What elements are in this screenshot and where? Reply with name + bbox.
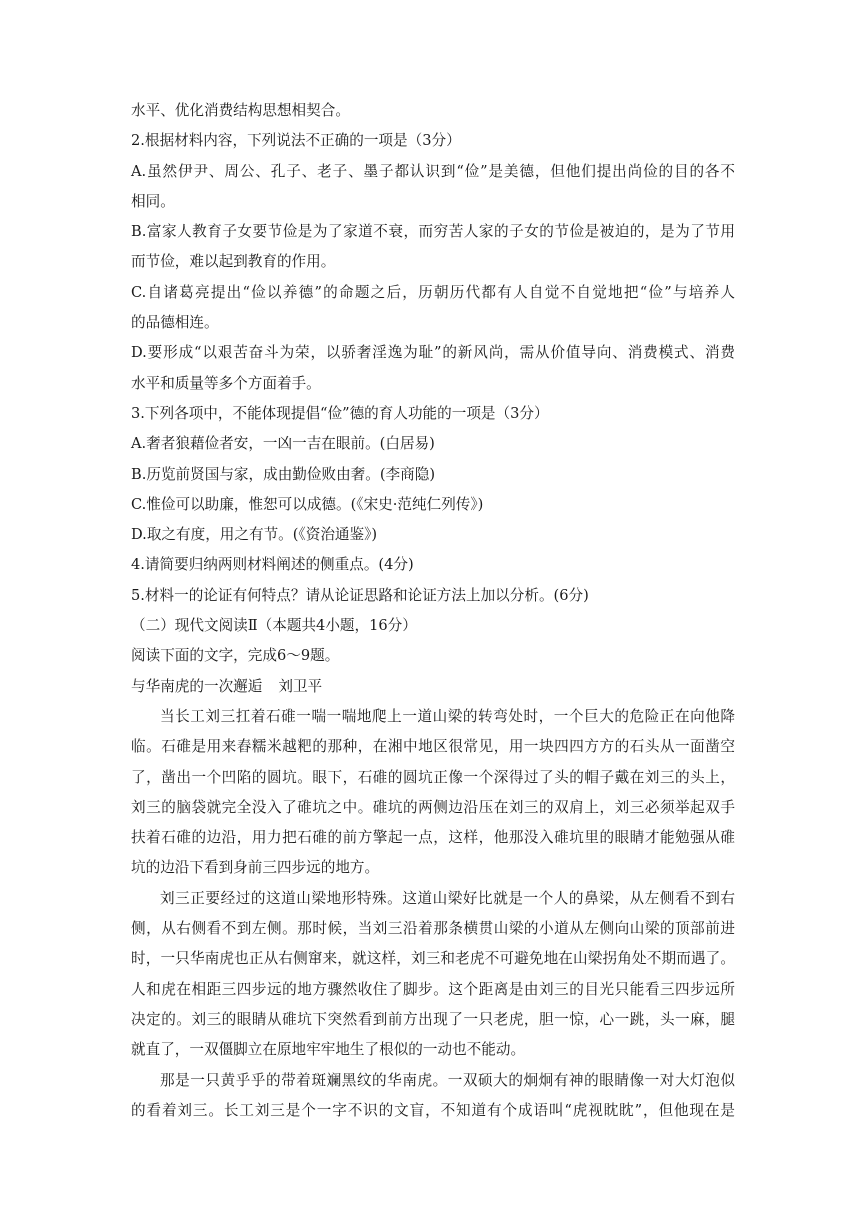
paragraph-line: 刘三的脑袋就完全没入了碓坑之中。碓坑的两侧边沿压在刘三的双肩上，刘三必须举起双手 bbox=[131, 798, 735, 816]
option-2c-line-2: 的品德相连。 bbox=[131, 314, 219, 332]
paragraph-line: 那是一只黄乎乎的带着斑斓黑纹的华南虎。一双硕大的炯炯有神的眼睛像一对大灯泡似 bbox=[160, 1071, 735, 1089]
paragraph-line: 人和虎在相距三四步远的地方骤然收住了脚步。这个距离是由刘三的目光只能看三四步远所 bbox=[131, 980, 735, 998]
option-3c: C.惟俭可以助廉，惟恕可以成德。(《宋史·范纯仁列传》) bbox=[131, 495, 484, 513]
option-2c-line-1: C.自诸葛亮提出“俭以养德”的命题之后，历朝历代都有人自觉不自觉地把“俭”与培养人 bbox=[131, 283, 735, 301]
text-line: 水平、优化消费结构思想相契合。 bbox=[131, 102, 350, 119]
option-3b: B.历览前贤国与家，成由勤俭败由奢。(李商隐) bbox=[131, 465, 436, 483]
option-2a-line-1: A.虽然伊尹、周公、孔子、老子、墨子都认识到“俭”是美德，但他们提出尚俭的目的各不 bbox=[131, 162, 735, 180]
option-2d-line-2: 水平和质量等多个方面着手。 bbox=[131, 374, 321, 392]
question-2: 2.根据材料内容，下列说法不正确的一项是（3分） bbox=[131, 132, 461, 150]
option-2b-line-1: B.富家人教育子女要节俭是为了家道不衰，而穷苦人家的子女的节俭是被迫的，是为了节用 bbox=[131, 223, 735, 241]
option-3a: A.奢者狼藉俭者安，一凶一吉在眼前。(白居易) bbox=[131, 435, 435, 453]
paragraph-line: 了，凿出一个凹陷的圆坑。眼下，石碓的圆坑正像一个深得过了头的帽子戴在刘三的头上， bbox=[131, 768, 735, 786]
option-3d: D.取之有度，用之有节。(《资治通鉴》) bbox=[131, 526, 378, 544]
story-paragraph-1 bbox=[131, 702, 735, 884]
paragraph-line: 坑的边沿下看到身前三四步远的地方。 bbox=[131, 859, 380, 877]
paragraph-line: 决定的。刘三的眼睛从碓坑下突然看到前方出现了一只老虎，胆一惊，心一跳，头一麻，腿 bbox=[131, 1010, 735, 1028]
paragraph-line: 时，一只华南虎也正从右侧窜来，就这样，刘三和老虎不可避免地在山梁拐角处不期而遇了。 bbox=[131, 950, 735, 968]
paragraph-line: 侧，从右侧看不到左侧。那时候，当刘三沿着那条横贯山梁的小道从左侧向山梁的顶部前进 bbox=[131, 920, 735, 938]
paragraph-line: 的看着刘三。长工刘三是个一字不识的文盲，不知道有个成语叫“虎视眈眈”，但他现在是 bbox=[131, 1101, 735, 1119]
paragraph-line: 扶着石碓的边沿，用力把石碓的前方擎起一点，这样，他那没入碓坑里的眼睛才能勉强从碓 bbox=[131, 829, 735, 847]
option-2b-line-2: 而节俭，难以起到教育的作用。 bbox=[131, 253, 336, 271]
paragraph-line: 临。石碓是用来舂糯米越粑的那种，在湘中地区很常见，用一块四四方方的石头从一面凿空 bbox=[131, 738, 735, 756]
paragraph-line: 当长工刘三扛着石碓一喘一喘地爬上一道山梁的转弯处时，一个巨大的危险正在向他降 bbox=[160, 707, 735, 725]
story-paragraph-2 bbox=[131, 884, 735, 1066]
story-title: 与华南虎的一次邂逅 bbox=[131, 677, 263, 695]
option-2a-line-2: 相同。 bbox=[131, 192, 175, 210]
question-3: 3.下列各项中，不能体现提倡“俭”德的育人功能的一项是（3分） bbox=[131, 404, 549, 422]
paragraph-line: 刘三正要经过的这道山梁地形特殊。这道山梁好比就是一个人的鼻梁，从左侧看不到右 bbox=[160, 889, 735, 907]
question-4: 4.请简要归纳两则材料阐述的侧重点。(4分) bbox=[131, 556, 414, 574]
question-5: 5.材料一的论证有何特点？请从论证思路和论证方法上加以分析。(6分) bbox=[131, 586, 589, 604]
story-paragraph-3 bbox=[131, 1066, 735, 1127]
section-heading: （二）现代文阅读Ⅱ（本题共4小题，16分） bbox=[131, 617, 417, 635]
paragraph-line: 就直了，一双僵脚立在原地牢牢地生了根似的一动也不能动。 bbox=[131, 1041, 526, 1059]
reading-instruction: 阅读下面的文字，完成6～9题。 bbox=[131, 647, 340, 665]
option-2d-line-1: D.要形成“以艰苦奋斗为荣，以骄奢淫逸为耻”的新风尚，需从价值导向、消费模式、消费 bbox=[131, 344, 735, 362]
story-author: 刘卫平 bbox=[278, 677, 323, 695]
document-page bbox=[131, 96, 735, 1126]
story-title-line bbox=[131, 672, 735, 702]
